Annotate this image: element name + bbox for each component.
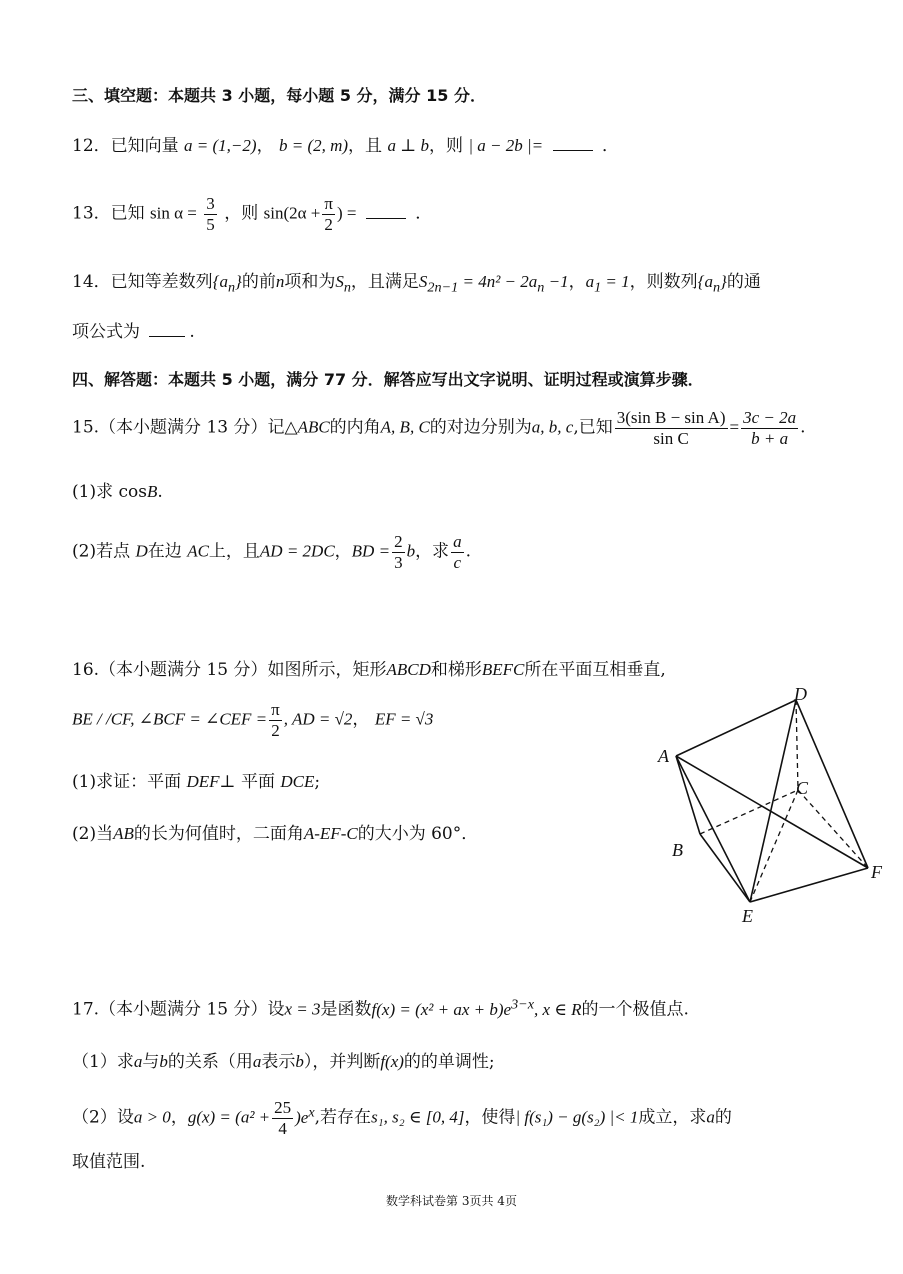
- label-F: F: [871, 862, 882, 882]
- q14-a1-val: = 1: [601, 272, 630, 291]
- q17-p1-b: b: [159, 1052, 168, 1071]
- q14-n: n: [275, 272, 285, 291]
- label-D: D: [794, 684, 807, 704]
- q14-text5: ，: [568, 272, 586, 292]
- q15-p1-end: .: [157, 482, 163, 502]
- q16-f-num: π: [271, 700, 280, 719]
- q14-number: 14．: [72, 272, 111, 292]
- q12-text3: ，则: [428, 136, 463, 156]
- q16-p2a: (2)当: [72, 824, 114, 844]
- q14-s: S: [335, 272, 344, 291]
- question-15: [72, 408, 806, 448]
- geometry-figure: [640, 680, 900, 930]
- q12-vector-b: b = (2, m): [278, 136, 349, 155]
- question-17: [72, 996, 689, 1020]
- q16-p2c: 的大小为 60°．: [357, 824, 479, 844]
- q17-f-domain: , x ∈ R: [534, 999, 582, 1019]
- q17-p2-line2: 取值范围.: [72, 1152, 146, 1172]
- q15-p2f-num: 2: [394, 532, 403, 551]
- q12-answer-blank[interactable]: [553, 136, 593, 151]
- q13-fraction-1: [204, 194, 217, 234]
- q14-text6: ，则数列: [629, 272, 698, 292]
- q17-p2-cond: a > 0: [133, 1107, 171, 1127]
- q17-g-e: )e: [295, 1107, 309, 1127]
- q15-text4: ,已知: [573, 417, 613, 438]
- q17-p1b: 与: [142, 1052, 160, 1072]
- q15-p2a: (2)若点: [72, 541, 131, 562]
- q17-p2c: ,若存在: [314, 1107, 372, 1128]
- q13-sin: sin α =: [150, 203, 197, 223]
- q13-number: 13．: [72, 203, 111, 224]
- q17-p2e: 成立，求: [638, 1107, 707, 1128]
- q15-p2-bd: BD =: [351, 541, 391, 561]
- q14-text2: 的前: [241, 272, 276, 292]
- q17-text3: 的一个极值点.: [581, 999, 689, 1020]
- q15-text2: 的内角: [329, 417, 381, 438]
- q17-head: 17.（本小题满分 15 分）设: [72, 999, 285, 1020]
- q14-text: 已知等差数列: [110, 272, 213, 292]
- q14-text7: 的通: [726, 272, 761, 292]
- q15-sides: a, b, c: [531, 417, 574, 437]
- q13-f1-den: 5: [206, 214, 215, 234]
- q12-end: ．: [601, 136, 619, 156]
- q17-f-num: 25: [274, 1098, 292, 1117]
- q16-p1-dce: DCE: [280, 772, 315, 791]
- q17-f-exp: 3−x: [511, 996, 534, 1012]
- q14-a1: [585, 272, 630, 296]
- question-15-part-2: [72, 532, 471, 572]
- q14-line2: 项公式为: [72, 322, 140, 342]
- q16-ad: , AD = √2: [283, 709, 353, 729]
- edge-CF: [798, 790, 868, 868]
- q16-conditions: BE / /CF, ∠BCF = ∠CEF =: [72, 709, 268, 729]
- q15-text3: 的对边分别为: [429, 417, 532, 438]
- q17-p2f: 的: [714, 1107, 732, 1128]
- q17-p2-fraction: [272, 1098, 293, 1138]
- q15-p2-ratio: [451, 532, 464, 572]
- question-15-part-1: [72, 482, 163, 502]
- question-17-part-1: [72, 1052, 495, 1072]
- question-16-line-2: [72, 700, 433, 740]
- q14-sn: [335, 272, 351, 296]
- q12-number: 12．: [72, 136, 111, 156]
- q15-p2c: 上，且: [208, 541, 260, 562]
- question-17-part-2: [72, 1098, 732, 1138]
- q17-f: f(x) = (x² + ax + b)e: [371, 999, 512, 1019]
- q13-text2: ，则: [224, 203, 259, 224]
- q14-seq2-sub: n: [712, 279, 721, 296]
- q15-triangle: ABC: [297, 417, 330, 437]
- edge-BC: [700, 790, 798, 834]
- question-13: [72, 194, 432, 234]
- q14-answer-blank[interactable]: [149, 322, 185, 337]
- question-16: [72, 660, 666, 680]
- label-B: B: [672, 840, 683, 860]
- q15-end: .: [800, 417, 806, 438]
- q13-f1-num: 3: [206, 194, 215, 213]
- q17-p2d: ，使得: [464, 1107, 516, 1128]
- q14-cond-sub: 2n−1: [427, 279, 459, 296]
- edge-EF: [750, 868, 868, 902]
- q15-equals: =: [729, 417, 740, 437]
- q16-text3: 所在平面互相垂直,: [524, 660, 666, 680]
- q13-answer-blank[interactable]: [366, 204, 406, 219]
- edge-AD: [676, 700, 796, 756]
- q15-lhs-num: 3(sin B − sin A): [616, 408, 726, 427]
- q14-seq-a: {a: [212, 272, 228, 291]
- q12-magnitude: | a − 2b |=: [468, 136, 544, 155]
- q14-seq-sub: n: [227, 279, 236, 296]
- edge-DE: [750, 700, 796, 902]
- q15-p1-b: B: [146, 482, 158, 501]
- edge-BE: [700, 834, 750, 902]
- q17-p1c: 的关系（用: [167, 1052, 253, 1072]
- q13-expr-end: ) =: [336, 203, 357, 223]
- q17-p1-b2: b: [295, 1052, 304, 1071]
- q14-cond-end: −1: [544, 272, 569, 291]
- q15-p2-fraction: [392, 532, 405, 572]
- q17-text2: 是函数: [320, 999, 372, 1020]
- q14-seq2-a: {a: [697, 272, 713, 291]
- q17-f-den: 4: [278, 1118, 287, 1138]
- q12-sep: ，: [256, 136, 274, 156]
- q17-p1d: 表示: [261, 1052, 296, 1072]
- q17-p2-a: a: [706, 1107, 715, 1127]
- q15-rhs-num: 3c − 2a: [743, 408, 797, 427]
- q16-fraction: [269, 700, 282, 740]
- q16-p1-def: DEF: [186, 772, 220, 791]
- section-fill-in-heading: 三、填空题：本题共 3 小题，每小题 5 分，满分 15 分．: [72, 86, 486, 105]
- q15-p2-ad: AD = 2DC: [259, 541, 335, 561]
- q13-text: 已知: [110, 203, 145, 224]
- q14-end: .: [189, 322, 195, 342]
- q14-cond-s: S: [418, 272, 428, 291]
- q14-seq-close: }: [235, 272, 242, 291]
- question-12: [72, 136, 619, 156]
- q17-p2a: （2）设: [72, 1107, 134, 1128]
- q15-p2-d: D: [135, 541, 148, 561]
- q17-g-exp: x: [308, 1103, 315, 1120]
- q16-f-den: 2: [271, 720, 280, 740]
- q15-p2f-den: 3: [394, 552, 403, 572]
- q13-expr: sin(2α +: [263, 203, 321, 223]
- page-footer: 数学科试卷第 3页共 4页: [386, 1194, 517, 1208]
- q17-p1-a2: a: [252, 1052, 262, 1071]
- q14-seq2-close: }: [720, 272, 727, 291]
- q12-text: 已知向量: [110, 136, 179, 156]
- q14-seq: [212, 272, 242, 296]
- q17-p1a: （1）求: [72, 1052, 134, 1072]
- question-14: [72, 272, 761, 296]
- q17-p2-g-end: [295, 1103, 315, 1127]
- q16-sep: ，: [352, 709, 370, 730]
- q15-p2-end: .: [465, 541, 471, 562]
- q16-trap: BEFC: [481, 660, 525, 679]
- q16-ef: EF = √3: [374, 709, 434, 729]
- q16-text2: 和梯形: [430, 660, 482, 680]
- q15-p2d: ，: [334, 541, 352, 562]
- q15-p2e: ，求: [415, 541, 450, 562]
- q17-p2-g: g(x) = (a² +: [187, 1107, 271, 1127]
- q12-text2: ，且: [348, 136, 383, 156]
- q15-lhs-den: sin C: [653, 428, 689, 448]
- edge-CE: [750, 790, 798, 902]
- q15-p1: (1)求 cos: [72, 482, 147, 502]
- q17-p2b: ，: [170, 1107, 188, 1128]
- q16-p1a: (1)求证：平面: [72, 772, 182, 792]
- q12-perp: a ⊥ b: [387, 136, 429, 155]
- q17-p1e: ），并判断: [303, 1052, 381, 1072]
- q15-angles: A, B, C: [380, 417, 430, 437]
- q14-cond-rhs: = 4n² − 2a: [462, 272, 538, 291]
- q14-condition: [418, 272, 569, 296]
- label-A: A: [658, 746, 669, 766]
- question-16-part-1: [72, 772, 320, 792]
- edge-DC: [796, 700, 798, 790]
- q15-fraction-lhs: [615, 408, 728, 448]
- q17-function: [371, 996, 582, 1019]
- q15-p2-ac: AC: [187, 541, 209, 561]
- q15-head: 15.（本小题满分 13 分）记△: [72, 417, 298, 438]
- label-C: C: [796, 778, 809, 798]
- q15-rhs-den: b + a: [751, 428, 789, 448]
- q13-end: ．: [415, 203, 433, 224]
- q13-f2-den: 2: [324, 214, 333, 234]
- q12-vector-a: a = (1,−2): [184, 136, 257, 155]
- q13-f2-num: π: [324, 194, 333, 213]
- q16-p2b: 的长为何值时，二面角: [133, 824, 304, 844]
- q16-p2-ab: AB: [113, 824, 134, 843]
- q17-p2-s: s₁, s₂ ∈ [0, 4]: [371, 1107, 465, 1127]
- q14-cond-sub2: n: [537, 279, 545, 296]
- q13-fraction-2: [322, 194, 335, 234]
- question-16-part-2: [72, 824, 478, 844]
- q15-fraction-rhs: [741, 408, 798, 448]
- label-E: E: [742, 906, 753, 926]
- q16-rect: ABCD: [386, 660, 431, 679]
- q17-x3: x = 3: [284, 999, 321, 1019]
- q15-ratio-den: c: [453, 552, 462, 572]
- question-17-part-2-line-2: [72, 1152, 145, 1172]
- q17-p1-a: a: [133, 1052, 143, 1071]
- q15-ratio-num: a: [453, 532, 462, 551]
- q14-a1-a: a: [585, 272, 595, 291]
- q16-p2-dihedral: A-EF-C: [303, 824, 358, 843]
- q14-text3: 项和为: [284, 272, 336, 292]
- q17-p1-fx: f(x): [380, 1052, 404, 1071]
- section-answer-heading: 四、解答题：本题共 5 小题，满分 77 分．解答应写出文字说明、证明过程或演算步骤．: [72, 370, 704, 389]
- q17-p1f: 的的单调性;: [403, 1052, 495, 1072]
- q14-s-sub: n: [343, 279, 351, 296]
- q14-a1-sub: 1: [594, 279, 602, 296]
- q16-head: 16.（本小题满分 15 分）如图所示，矩形: [72, 660, 387, 680]
- q15-p2-b: b: [406, 541, 416, 561]
- q16-p1c: ;: [314, 772, 321, 792]
- q16-p1b: ⊥ 平面: [219, 772, 275, 792]
- question-14-line-2: [72, 322, 195, 342]
- q14-seq2: [697, 272, 727, 296]
- q17-p2-ineq: | f(s₁) − g(s₂) |< 1: [515, 1107, 639, 1127]
- q14-text4: ，且满足: [350, 272, 419, 292]
- q15-p2b: 在边: [147, 541, 182, 562]
